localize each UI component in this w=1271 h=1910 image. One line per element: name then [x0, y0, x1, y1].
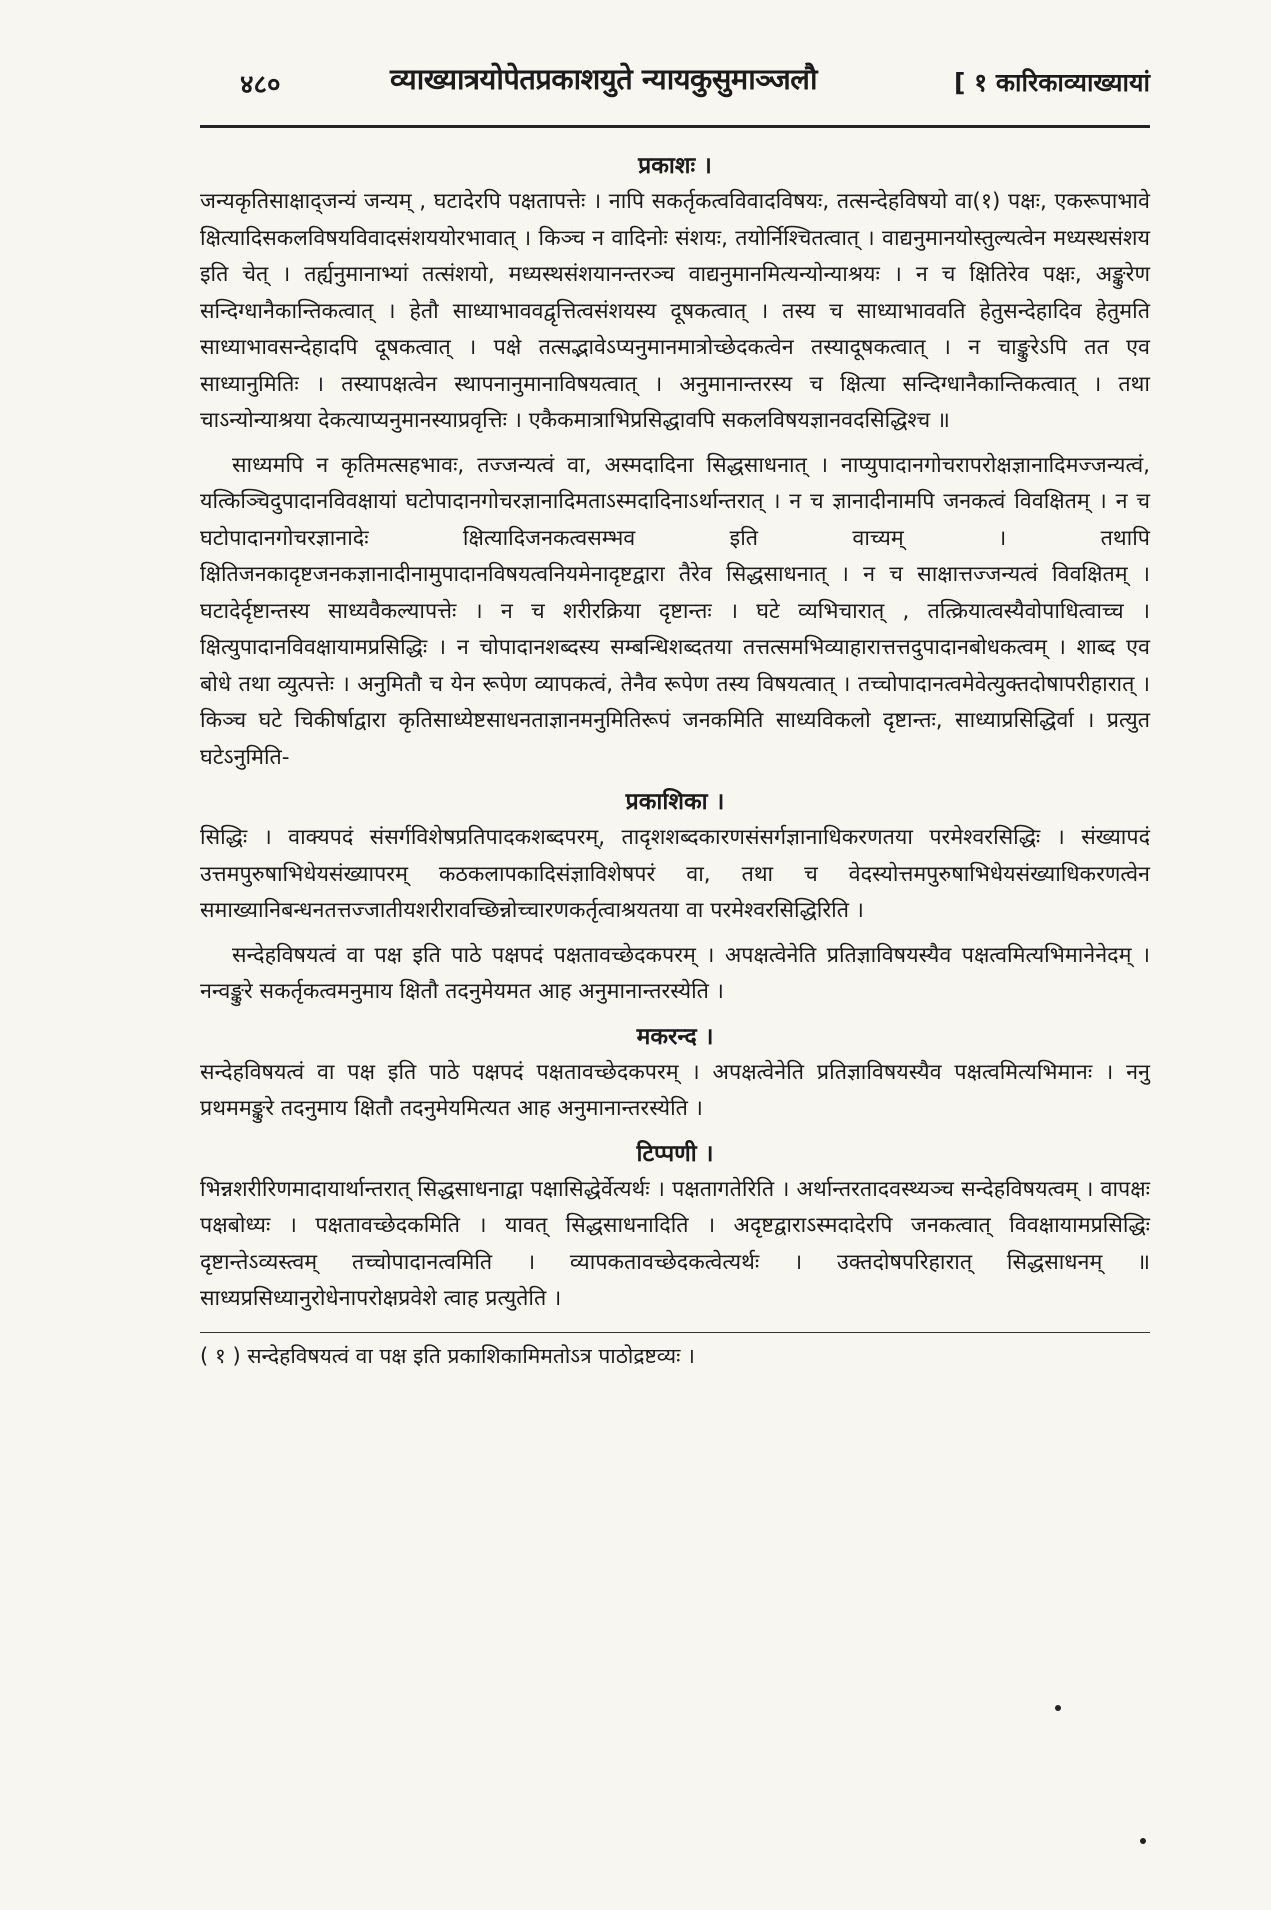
prakashika-paragraph-1: सिद्धिः । वाक्यपदं संसर्गविशेषप्रतिपादकशब्दपरम्, तादृशशब्दकारणसंसर्गज्ञानाधिकरणतया परमेश्वरसिद्धिः । संख्यापदं उत्तमपुरुषाभिधेयसंख्यापरम् कठकलापकादिसंज्ञाविशेषपरं वा, तथा च वेदस्योत्तमपुरुषाभिधेयसंख्याधिकरणत्वेन समाख्यानिबन्धनतत्तज्जातीयशरीरावच्छिन्नोच्चारणकर्तृत्वाश्रयतया वा परमेश्वरसिद्धिरिति । [200, 825, 1150, 923]
footnote-rule [200, 1332, 1150, 1333]
prakasha-paragraph-1: जन्यकृतिसाक्षाद्जन्यं जन्यम् , घटादेरपि पक्षतापत्तेः । नापि सकर्तृकत्वविवादविषयः, तत्सन्देहविषयो वा(१) पक्षः, एकरूपाभावे क्षित्यादिसकलविषयविवादसंशययोरभावात् । किञ्च न वादिनोः संशयः, तयोर्निश्चितत्वात् । वाद्यनुमानयोस्तुल्यत्वेन मध्यस्थसंशय इति चेत् । तर्ह्यनुमानाभ्यां तत्संशयो, मध्यस्थसंशयानन्तरञ्च वाद्यनुमानमित्यन्योन्याश्रयः । न च क्षितिरेव पक्षः, अङ्कुरेण सन्दिग्धानैकान्तिकत्वात् । हेतौ साध्याभाववद्वृत्तित्वसंशयस्य दूषकत्वात् । तस्य च साध्याभाववति हेतुसन्देहादिव हेतुमति साध्याभावसन्देहादपि दूषकत्वात् । पक्षे तत्सद्भावेऽप्यनुमानमात्रोच्छेदकत्वेन तस्यादूषकत्वात् । न चाङ्कुरेऽपि तत एव साध्यानुमितिः । तस्यापक्षत्वेन स्थापनानुमानाविषयत्वात् । अनुमानान्तरस्य च क्षित्या सन्दिग्धानैकान्तिकत्वात् । तथा चाऽन्योन्याश्रया देकत्याप्यनुमानस्याप्रवृत्तिः । एकैकमात्राभिप्रसिद्धावपि सकलविषयज्ञानवदसिद्धिश्च ॥ [200, 189, 1150, 433]
page-body [200, 140, 1150, 1371]
prakashika-paragraph-2: सन्देहविषयत्वं वा पक्ष इति पाठे पक्षपदं पक्षतावच्छेदकपरम् । अपक्षत्वेनेति प्रतिज्ञाविषयस्यैव पक्षत्वमित्यभिमानेनेदम् । नन्वङ्कुरे सकर्तृकत्वमनुमाय क्षितौ तदनुमेयमत आह अनुमानान्तरस्येति । [200, 942, 1150, 1004]
page [200, 55, 1150, 1875]
header-rule [200, 125, 1150, 128]
heading-makaranda: मकरन्द । [636, 1023, 714, 1050]
prakasha-paragraph-2: साध्यमपि न कृतिमत्सहभावः, तज्जन्यत्वं वा, अस्मदादिना सिद्धसाधनात् । नाप्युपादानगोचरापरोक्षज्ञानादिमज्जन्यत्वं, यत्किञ्चिदुपादानविवक्षायां घटोपादानगोचरज्ञानादिमताऽस्मदादिनाऽर्थान्तरात् । न च ज्ञानादीनामपि जनकत्वं विवक्षितम् । न च घटोपादानगोचरज्ञानादेः क्षित्यादिजनकत्वसम्भव इति वाच्यम् । तथापि क्षितिजनकादृष्टजनकज्ञानादीनामुपादानविषयत्वनियमेनादृष्टद्वारा तैरेव सिद्धसाधनात् । न च साक्षात्तज्जन्यत्वं विवक्षितम् । घटादेर्दृष्टान्तस्य साध्यवैकल्यापत्तेः । न च शरीरक्रिया दृष्टान्तः । घटे व्यभिचारात् , तत्क्रियात्वस्यैवोपाधित्वाच्च । क्षित्युपादानविवक्षायामप्रसिद्धिः । न चोपादानशब्दस्य सम्बन्धिशब्दतया तत्तत्समभिव्याहारात्तत्तदुपादानबोधकत्वम् । शाब्द एव बोधे तथा व्युत्पत्तेः । अनुमितौ च येन रूपेण व्यापकत्वं, तेनैव रूपेण तस्य विषयत्वात् । तच्चोपादानत्वमेवेत्युक्तदोषापरीहारात् । किञ्च घटे चिकीर्षाद्वारा कृतिसाध्येष्टसाधनताज्ञानमनुमितिरूपं जनकमिति साध्यविकलो दृष्टान्तः, साध्याप्रसिद्धिर्वा । प्रत्युत घटेऽनुमिति- [200, 452, 1150, 770]
running-header [200, 55, 1150, 115]
print-speck [1140, 1838, 1146, 1844]
page-number: ४८० [240, 70, 281, 100]
book-title: व्याख्यात्रयोपेतप्रकाशयुते न्यायकुसुमाञ्जलौ [390, 62, 817, 96]
heading-prakashika: प्रकाशिका । [625, 789, 725, 815]
print-speck [1055, 1705, 1061, 1711]
footnote: ( १ ) सन्देहविषयत्वं वा पक्ष इति प्रकाशिकामिमतोऽत्र पाठोद्रष्टव्यः । [200, 1343, 696, 1368]
section-label: [ १ कारिकाव्याख्यायां [954, 68, 1150, 97]
tippani-paragraph: भिन्नशरीरिणमादायार्थान्तरात् सिद्धसाधनाद्वा पक्षासिद्धेर्वेत्यर्थः । पक्षतागतेरिति । अर्थान्तरतादवस्थ्यञ्च सन्देहविषयत्वम् । वापक्षः पक्षबोध्यः । पक्षतावच्छेदकमिति । यावत् सिद्धसाधनादिति । अदृष्टद्वाराऽस्मदादेरपि जनकत्वात् विवक्षायामप्रसिद्धिः दृष्टान्तेऽव्यस्त्वम् तच्चोपादानत्वमिति । व्यापकतावच्छेदकत्वेत्यर्थः । उक्तदोषपरिहारात् सिद्धसाधनम् ॥ साध्यप्रसिध्यानुरोधेनापरोक्षप्रवेशे त्वाह प्रत्युतेति । [200, 1176, 1150, 1311]
heading-tippani: टिप्पणी । [636, 1140, 714, 1167]
heading-prakasha: प्रकाशः । [638, 153, 712, 179]
makaranda-paragraph: सन्देहविषयत्वं वा पक्ष इति पाठे पक्षपदं पक्षतावच्छेदकपरम् । अपक्षत्वेनेति प्रतिज्ञाविषयस्यैव पक्षत्वमित्यभिमानः । ननु प्रथममङ्कुरे तदनुमाय क्षितौ तदनुमेयमित्यत आह अनुमानान्तरस्येति । [200, 1059, 1150, 1121]
